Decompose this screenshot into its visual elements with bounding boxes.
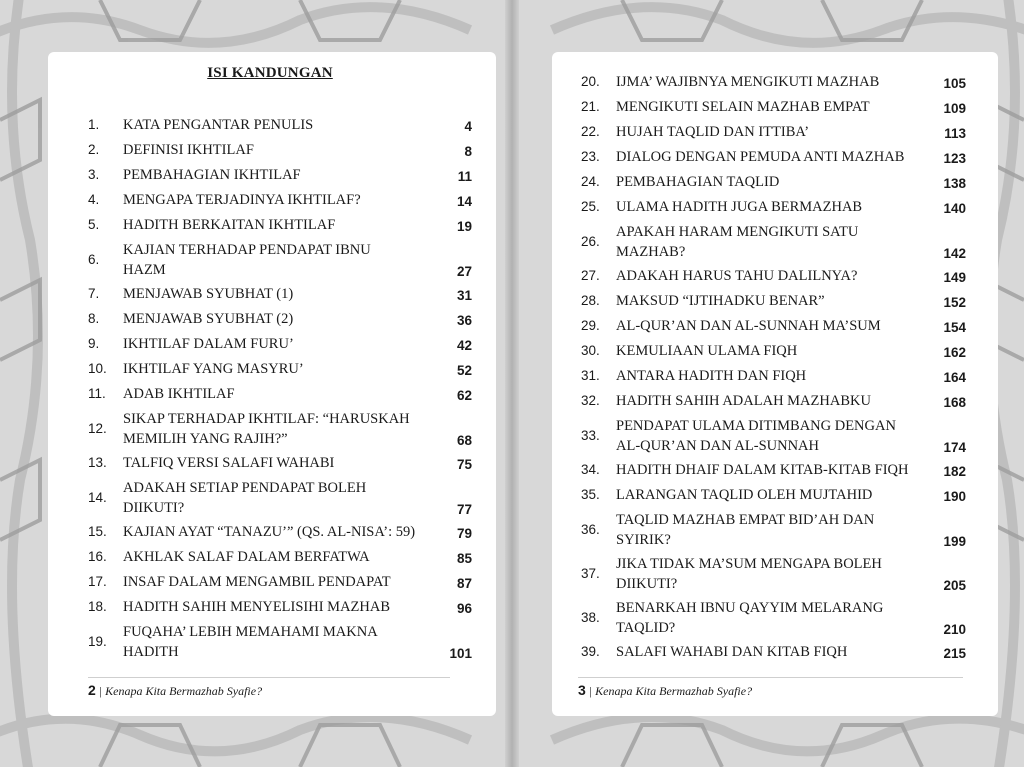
footer-separator: | bbox=[588, 684, 596, 698]
entry-number: 19. bbox=[88, 634, 107, 649]
entry-title: SIKAP TERHADAP IKHTILAF: “HARUSKAH bbox=[123, 411, 410, 427]
footer-rule bbox=[578, 677, 963, 678]
entry-number: 15. bbox=[88, 524, 107, 539]
toc-entry bbox=[88, 284, 472, 304]
entry-number: 22. bbox=[581, 124, 600, 139]
entry-title: ULAMA HADITH JUGA BERMAZHAB bbox=[616, 199, 863, 215]
entry-page-number: 8 bbox=[464, 144, 472, 159]
entry-title: AL-QUR’AN DAN AL-SUNNAH bbox=[616, 438, 819, 454]
entry-page-number: 123 bbox=[943, 151, 966, 166]
entry-title: LARANGAN TAQLID OLEH MUJTAHID bbox=[616, 487, 873, 503]
entry-title: IKHTILAF YANG MASYRU’ bbox=[123, 361, 304, 377]
entry-number: 16. bbox=[88, 549, 107, 564]
entry-page-number: 210 bbox=[943, 622, 966, 637]
entry-title: TAQLID MAZHAB EMPAT BID’AH DAN bbox=[616, 512, 875, 528]
toc-entry bbox=[581, 642, 966, 662]
entry-title: DEFINISI IKHTILAF bbox=[123, 142, 254, 158]
entry-title: INSAF DALAM MENGAMBIL PENDAPAT bbox=[123, 574, 391, 590]
toc-entry bbox=[581, 366, 966, 386]
right-footer bbox=[578, 682, 752, 699]
toc-entry bbox=[581, 485, 966, 505]
toc-entry bbox=[581, 460, 966, 480]
entry-page-number: 85 bbox=[456, 551, 472, 566]
entry-title: TALFIQ VERSI SALAFI WAHABI bbox=[123, 455, 335, 471]
page-number: 3 bbox=[578, 682, 586, 698]
entry-page-number: 164 bbox=[943, 370, 966, 385]
entry-number: 31. bbox=[581, 368, 600, 383]
entry-page-number: 182 bbox=[943, 464, 966, 479]
toc-entry bbox=[88, 572, 472, 592]
entry-number: 3. bbox=[88, 167, 100, 182]
entry-number: 37. bbox=[581, 566, 600, 581]
toc-entry bbox=[581, 598, 966, 638]
entry-page-number: 162 bbox=[943, 345, 966, 360]
entry-title: SYIRIK? bbox=[616, 532, 671, 548]
entry-page-number: 152 bbox=[943, 295, 966, 310]
entry-page-number: 79 bbox=[456, 526, 472, 541]
entry-number: 23. bbox=[581, 149, 600, 164]
entry-number: 6. bbox=[88, 252, 100, 267]
entry-page-number: 149 bbox=[943, 270, 966, 285]
entry-page-number: 68 bbox=[456, 433, 472, 448]
toc-entry bbox=[581, 554, 966, 594]
entry-page-number: 138 bbox=[943, 176, 966, 191]
entry-title: AKHLAK SALAF DALAM BERFATWA bbox=[123, 549, 370, 565]
toc-entry bbox=[581, 122, 966, 142]
toc-entry bbox=[581, 316, 966, 336]
entry-title: DIIKUTI? bbox=[123, 500, 185, 516]
toc-entry bbox=[581, 172, 966, 192]
entry-title: MENJAWAB SYUBHAT (2) bbox=[123, 311, 294, 327]
entry-title: KATA PENGANTAR PENULIS bbox=[123, 117, 314, 133]
entry-title: AL-QUR’AN DAN AL-SUNNAH MA’SUM bbox=[616, 318, 881, 334]
entry-number: 29. bbox=[581, 318, 600, 333]
entry-page-number: 62 bbox=[456, 388, 472, 403]
entry-title: APAKAH HARAM MENGIKUTI SATU bbox=[616, 224, 859, 240]
entry-number: 39. bbox=[581, 644, 600, 659]
entry-number: 5. bbox=[88, 217, 100, 232]
entry-title: DIIKUTI? bbox=[616, 576, 678, 592]
entry-page-number: 174 bbox=[943, 440, 966, 455]
toc-entry bbox=[88, 359, 472, 379]
entry-page-number: 109 bbox=[943, 101, 966, 116]
entry-title: HADITH bbox=[123, 644, 179, 660]
entry-number: 38. bbox=[581, 610, 600, 625]
toc-entry bbox=[581, 197, 966, 217]
toc-entry bbox=[581, 72, 966, 92]
entry-title: HADITH BERKAITAN IKHTILAF bbox=[123, 217, 336, 233]
entry-number: 2. bbox=[88, 142, 100, 157]
entry-number: 35. bbox=[581, 487, 600, 502]
entry-page-number: 77 bbox=[456, 502, 472, 517]
toc-entry bbox=[88, 215, 472, 235]
entry-page-number: 205 bbox=[943, 578, 966, 593]
toc-entry bbox=[581, 222, 966, 262]
left-footer bbox=[88, 682, 262, 699]
entry-page-number: 215 bbox=[943, 646, 966, 661]
footer-book-title: Kenapa Kita Bermazhab Syafie? bbox=[595, 684, 753, 698]
entry-title: MEMILIH YANG RAJIH?” bbox=[123, 431, 288, 447]
entry-page-number: 105 bbox=[943, 76, 966, 91]
entry-page-number: 101 bbox=[449, 646, 472, 661]
toc-entry bbox=[88, 453, 472, 473]
entry-page-number: 113 bbox=[944, 126, 966, 141]
entry-number: 8. bbox=[88, 311, 100, 326]
toc-entry bbox=[581, 510, 966, 550]
entry-title: SALAFI WAHABI DAN KITAB FIQH bbox=[616, 644, 848, 660]
entry-page-number: 4 bbox=[464, 119, 472, 134]
toc-entry bbox=[88, 547, 472, 567]
toc-entry bbox=[88, 384, 472, 404]
entry-title: IKHTILAF DALAM FURU’ bbox=[123, 336, 294, 352]
entry-title: MAZHAB? bbox=[616, 244, 686, 260]
entry-number: 25. bbox=[581, 199, 600, 214]
entry-title: JIKA TIDAK MA’SUM MENGAPA BOLEH bbox=[616, 556, 882, 572]
entry-title: TAQLID? bbox=[616, 620, 676, 636]
entry-number: 13. bbox=[88, 455, 107, 470]
entry-number: 18. bbox=[88, 599, 107, 614]
entry-title: PEMBAHAGIAN TAQLID bbox=[616, 174, 780, 190]
entry-number: 11. bbox=[88, 386, 106, 401]
entry-page-number: 36 bbox=[456, 313, 472, 328]
entry-number: 10. bbox=[88, 361, 107, 376]
footer-rule bbox=[88, 677, 450, 678]
entry-title: KAJIAN TERHADAP PENDAPAT IBNU bbox=[123, 242, 371, 258]
footer-book-title: Kenapa Kita Bermazhab Syafie? bbox=[105, 684, 263, 698]
toc-entry bbox=[581, 341, 966, 361]
entry-title: KAJIAN AYAT “TANAZU’” (QS. AL-NISA’: 59) bbox=[123, 524, 416, 540]
entry-title: HADITH SAHIH ADALAH MAZHABKU bbox=[616, 393, 871, 409]
entry-number: 21. bbox=[581, 99, 600, 114]
entry-page-number: 52 bbox=[456, 363, 472, 378]
entry-number: 33. bbox=[581, 428, 600, 443]
entry-page-number: 199 bbox=[943, 534, 966, 549]
entry-number: 32. bbox=[581, 393, 600, 408]
entry-number: 26. bbox=[581, 234, 600, 249]
entry-page-number: 87 bbox=[456, 576, 472, 591]
entry-number: 24. bbox=[581, 174, 600, 189]
entry-number: 1. bbox=[88, 117, 100, 132]
entry-page-number: 27 bbox=[456, 264, 472, 279]
entry-title: ADAKAH SETIAP PENDAPAT BOLEH bbox=[123, 480, 367, 496]
page-number: 2 bbox=[88, 682, 96, 698]
entry-title: DIALOG DENGAN PEMUDA ANTI MAZHAB bbox=[616, 149, 905, 165]
entry-number: 17. bbox=[88, 574, 107, 589]
toc-entry bbox=[88, 309, 472, 329]
entry-page-number: 11 bbox=[457, 169, 472, 184]
entry-title: FUQAHA’ LEBIH MEMAHAMI MAKNA bbox=[123, 624, 378, 640]
entry-title: MENGAPA TERJADINYA IKHTILAF? bbox=[123, 192, 361, 208]
toc-entry bbox=[581, 97, 966, 117]
entry-title: PEMBAHAGIAN IKHTILAF bbox=[123, 167, 301, 183]
entry-title: ADAKAH HARUS TAHU DALILNYA? bbox=[616, 268, 858, 284]
entry-title: ADAB IKHTILAF bbox=[123, 386, 235, 402]
entry-page-number: 140 bbox=[943, 201, 966, 216]
toc-entry bbox=[88, 240, 472, 280]
entry-page-number: 96 bbox=[456, 601, 472, 616]
entry-page-number: 154 bbox=[943, 320, 966, 335]
entry-page-number: 19 bbox=[456, 219, 472, 234]
toc-entry bbox=[88, 190, 472, 210]
entry-title: HADITH DHAIF DALAM KITAB-KITAB FIQH bbox=[616, 462, 909, 478]
entry-number: 12. bbox=[88, 421, 107, 436]
toc-entry bbox=[88, 165, 472, 185]
entry-number: 27. bbox=[581, 268, 600, 283]
entry-title: HAZM bbox=[123, 262, 166, 278]
entry-title: HADITH SAHIH MENYELISIHI MAZHAB bbox=[123, 599, 391, 615]
footer-separator: | bbox=[98, 684, 106, 698]
entry-title: BENARKAH IBNU QAYYIM MELARANG bbox=[616, 600, 884, 616]
entry-number: 34. bbox=[581, 462, 600, 477]
toc-entry bbox=[581, 266, 966, 286]
toc-entry bbox=[88, 409, 472, 449]
entry-page-number: 190 bbox=[943, 489, 966, 504]
entry-number: 7. bbox=[88, 286, 100, 301]
toc-entry bbox=[88, 622, 472, 662]
entry-page-number: 42 bbox=[456, 338, 472, 353]
entry-title: MENGIKUTI SELAIN MAZHAB EMPAT bbox=[616, 99, 870, 115]
entry-number: 4. bbox=[88, 192, 100, 207]
toc-entry bbox=[88, 597, 472, 617]
toc-entry bbox=[88, 522, 472, 542]
entry-page-number: 142 bbox=[943, 246, 966, 261]
toc-entry bbox=[581, 416, 966, 456]
entry-title: KEMULIAAN ULAMA FIQH bbox=[616, 343, 798, 359]
entry-number: 20. bbox=[581, 74, 600, 89]
entry-page-number: 168 bbox=[943, 395, 966, 410]
entry-title: MENJAWAB SYUBHAT (1) bbox=[123, 286, 294, 302]
entry-number: 28. bbox=[581, 293, 600, 308]
entry-number: 9. bbox=[88, 336, 100, 351]
toc-entry bbox=[581, 391, 966, 411]
book-gutter bbox=[505, 0, 519, 767]
entry-title: MAKSUD “IJTIHADKU BENAR” bbox=[616, 293, 825, 309]
entry-number: 36. bbox=[581, 522, 600, 537]
entry-page-number: 14 bbox=[456, 194, 472, 209]
toc-entry bbox=[88, 478, 472, 518]
entry-number: 14. bbox=[88, 490, 107, 505]
entry-title: ANTARA HADITH DAN FIQH bbox=[616, 368, 807, 384]
toc-entry bbox=[88, 115, 472, 135]
toc-heading: ISI KANDUNGAN bbox=[207, 65, 333, 81]
toc-entry bbox=[88, 334, 472, 354]
entry-number: 30. bbox=[581, 343, 600, 358]
entry-title: IJMA’ WAJIBNYA MENGIKUTI MAZHAB bbox=[616, 74, 880, 90]
entry-title: HUJAH TAQLID DAN ITTIBA’ bbox=[616, 124, 810, 140]
entry-page-number: 75 bbox=[456, 457, 472, 472]
toc-entry bbox=[88, 140, 472, 160]
entry-page-number: 31 bbox=[456, 288, 472, 303]
toc-entry bbox=[581, 147, 966, 167]
entry-title: PENDAPAT ULAMA DITIMBANG DENGAN bbox=[616, 418, 896, 434]
toc-entry bbox=[581, 291, 966, 311]
